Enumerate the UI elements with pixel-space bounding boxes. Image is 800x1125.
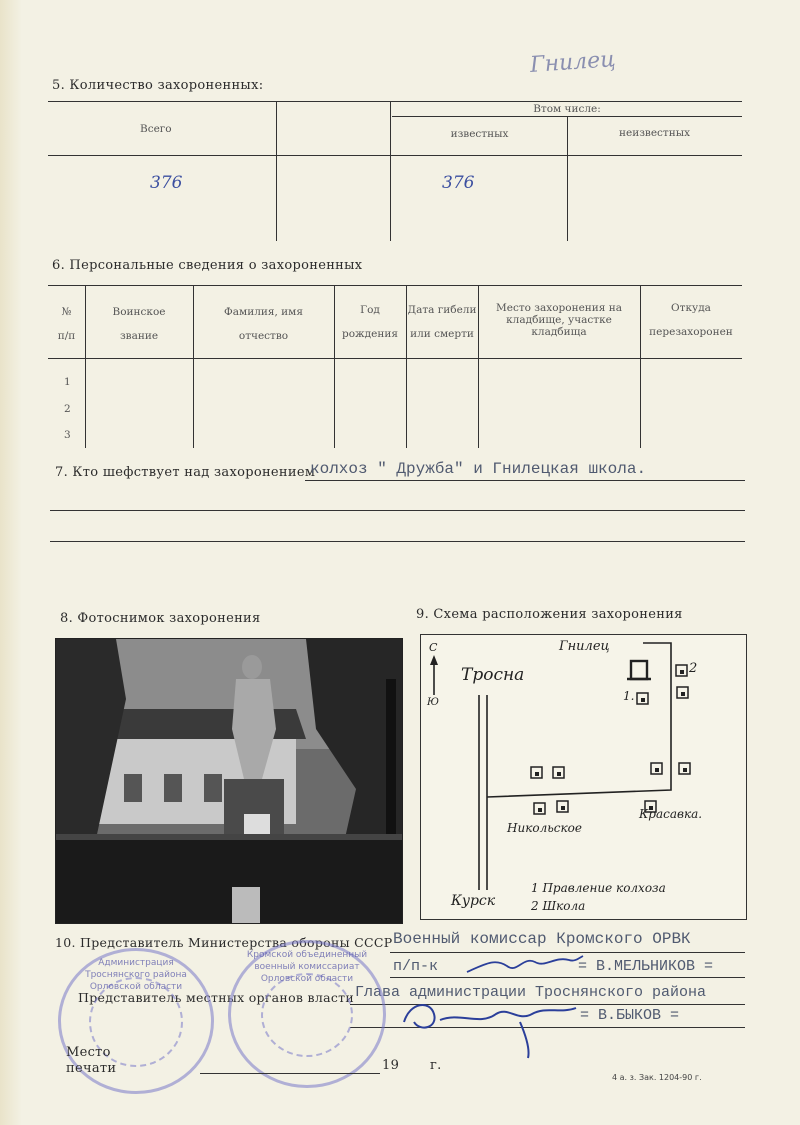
local-rep-value: Глава администрации Троснянского района: [355, 984, 707, 1001]
th-death-2: или смерти: [410, 328, 474, 340]
defense-rep-name: = В.МЕЛЬНИКОВ =: [578, 958, 714, 975]
year-suffix: г.: [430, 1058, 442, 1073]
th-rank-2: звание: [119, 330, 159, 342]
th-name-1: Фамилия, имя: [224, 306, 303, 318]
label-krasavka: Красавка.: [639, 807, 703, 821]
th-num-2: п/п: [57, 330, 76, 342]
stamp-military-text: Кромской объединенный военный комиссариат Орловской области: [246, 950, 368, 984]
legend-1: 1 Правление колхоза: [531, 881, 666, 895]
section7-title: 7. Кто шефствует над захоронением: [55, 465, 316, 480]
th-death-1: Дата гибели: [407, 304, 477, 316]
row-num-3: 3: [64, 429, 71, 441]
label-kursk: Курск: [451, 893, 496, 909]
total-value: 376: [150, 173, 183, 193]
col-including-header: Втом числе:: [533, 103, 601, 115]
label-trosna: Тросна: [461, 665, 525, 685]
label-nikolskoe: Никольское: [507, 821, 582, 835]
th-name-2: отчество: [238, 330, 289, 342]
col-unknown-header: неизвестных: [618, 127, 691, 139]
section9-title: 9. Схема расположения захоронения: [416, 607, 683, 622]
place-label-1: Место: [66, 1045, 111, 1060]
page-edge: [0, 0, 22, 1125]
known-value: 376: [442, 173, 475, 193]
place-label-2: печати: [66, 1061, 117, 1076]
location-scheme: [420, 634, 747, 920]
th-year-1: Год: [360, 304, 380, 316]
section5-title: 5. Количество захороненных:: [52, 78, 264, 93]
signature-bykov: [400, 992, 585, 1062]
year-prefix: 19: [382, 1058, 400, 1073]
th-place: Место захоронения на кладбище, участке кладбища: [495, 302, 622, 338]
th-rank-1: Воинское: [112, 306, 166, 318]
rank-prefix: п/п-к: [393, 958, 439, 975]
section8-title: 8. Фотоснимок захоронения: [60, 611, 261, 626]
local-rep-label: Представитель местных органов власти: [78, 990, 354, 1005]
print-mark: 4 а. з. Зак. 1204-90 г.: [612, 1073, 702, 1082]
local-rep-name: = В.БЫКОВ =: [580, 1007, 680, 1024]
label-mark2: 2: [689, 661, 698, 676]
stamp-military-commissariat: [228, 940, 386, 1088]
row-num-1: 1: [64, 376, 71, 388]
label-gnilets: Гнилец: [559, 639, 610, 654]
corner-handwritten-note: Гнилец: [529, 47, 617, 78]
memorial-photo: [55, 638, 403, 924]
legend-2: 2 Школа: [531, 899, 586, 913]
signature-melnikov: [465, 952, 585, 978]
label-mark1: 1.: [623, 689, 635, 703]
stamp-administration-text: Администрация Троснянского района Орловской области: [85, 958, 187, 992]
th-year-2: рождения: [341, 328, 398, 340]
compass-north: С: [429, 641, 438, 654]
th-from-2: перезахоронен: [649, 326, 733, 338]
row-num-2: 2: [64, 403, 71, 415]
compass-south: Ю: [427, 697, 439, 708]
th-num-1: №: [61, 306, 72, 318]
th-from-1: Откуда: [671, 302, 711, 314]
section6-title: 6. Персональные сведения о захороненных: [52, 258, 363, 273]
col-known-header: известных: [450, 128, 509, 140]
defense-rep-label: 10. Представитель Министерства обороны СССР: [55, 935, 393, 950]
patron-value: колхоз " Дружба" и Гнилецкая школа.: [310, 460, 647, 478]
defense-rep-value: Военный комиссар Кромского ОРВК: [393, 930, 691, 948]
col-total-header: Всего: [140, 123, 172, 135]
